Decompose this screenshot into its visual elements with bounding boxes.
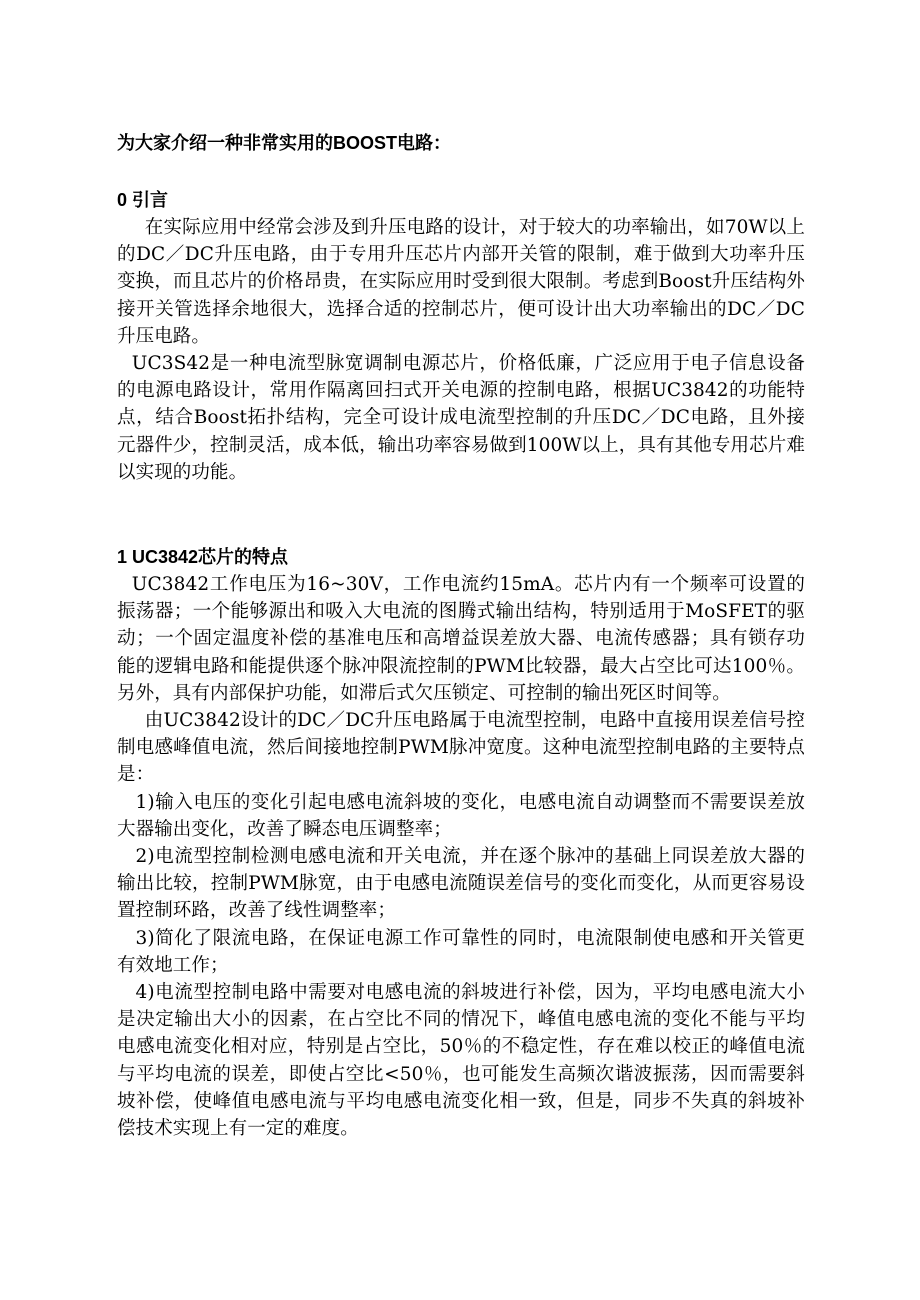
list-item: 1)输入电压的变化引起电感电流斜坡的变化，电感电流自动调整而不需要误差放大器输出变化，改善了瞬态电压调整率； — [117, 791, 805, 840]
list-item: 3)简化了限流电路，在保证电源工作可靠性的同时，电流限制使电感和开关管更有效地工作； — [117, 927, 805, 976]
document-content — [117, 129, 805, 1142]
section0-heading: 0 引言 — [117, 190, 169, 210]
section0-paragraph-2: UC3S42是一种电流型脉宽调制电源芯片，价格低廉，广泛应用于电子信息设备的电源电路设计，常用作隔离回扫式开关电源的控制电路，根据UC3842的功能特点，结合Boost拓扑结构，完全可设计成电流型控制的升压DC／DC电路，且外接元器件少，控制灵活，成本低，输出功率容易做到100W以上，具有其他专用芯片难以实现的功能。 — [117, 353, 805, 483]
list-item: 4)电流型控制电路中需要对电感电流的斜坡进行补偿，因为，平均电感电流大小是决定输出大小的因素，在占空比不同的情况下，峰值电感电流的变化不能与平均电感电流变化相对应，特别是占空比，50％的不稳定性，存在难以校正的峰值电流与平均电流的误差，即使占空比<50％，也可能发生高频次谐波振荡，因而需要斜坡补偿，使峰值电感电流与平均电感电流变化相一致，但是，同步不失真的斜坡补偿技术实现上有一定的难度。 — [117, 982, 805, 1140]
section0-paragraph-1: 在实际应用中经常会涉及到升压电路的设计，对于较大的功率输出，如70W以上的DC／DC升压电路，由于专用升压芯片内部开关管的限制，难于做到大功率升压变换，而且芯片的价格昂贵，在实际应用时受到很大限制。考虑到Boost升压结构外接开关管选择余地很大，选择合适的控制芯片，便可设计出大功率输出的DC／DC升压电路。 — [117, 217, 805, 347]
spacer — [117, 486, 805, 544]
list-item: 2)电流型控制检测电感电流和开关电流，并在逐个脉冲的基础上同误差放大器的输出比较，控制PWM脉宽，由于电感电流随误差信号的变化而变化，从而更容易设置控制环路，改善了线性调整率； — [117, 846, 805, 922]
spacer — [117, 158, 805, 187]
intro-title: 为大家介绍一种非常实用的BOOST电路： — [117, 133, 452, 153]
section1-paragraph-2: 由UC3842设计的DC／DC升压电路属于电流型控制，电路中直接用误差信号控制电感峰值电流，然后间接地控制PWM脉冲宽度。这种电流型控制电路的主要特点是： — [117, 710, 805, 786]
section1-paragraph-1: UC3842工作电压为16~30V，工作电流约15mA。芯片内有一个频率可设置的振荡器；一个能够源出和吸入大电流的图腾式输出结构，特别适用于MoSFET的驱动；一个固定温度补偿的基准电压和高增益误差放大器、电流传感器；具有锁存功能的逻辑电路和能提供逐个脉冲限流控制的PWM比较器，最大占空比可达100％。另外，具有内部保护功能，如滞后式欠压锁定、可控制的输出死区时间等。 — [117, 574, 805, 704]
section1-heading: 1 UC3842芯片的特点 — [117, 547, 289, 568]
